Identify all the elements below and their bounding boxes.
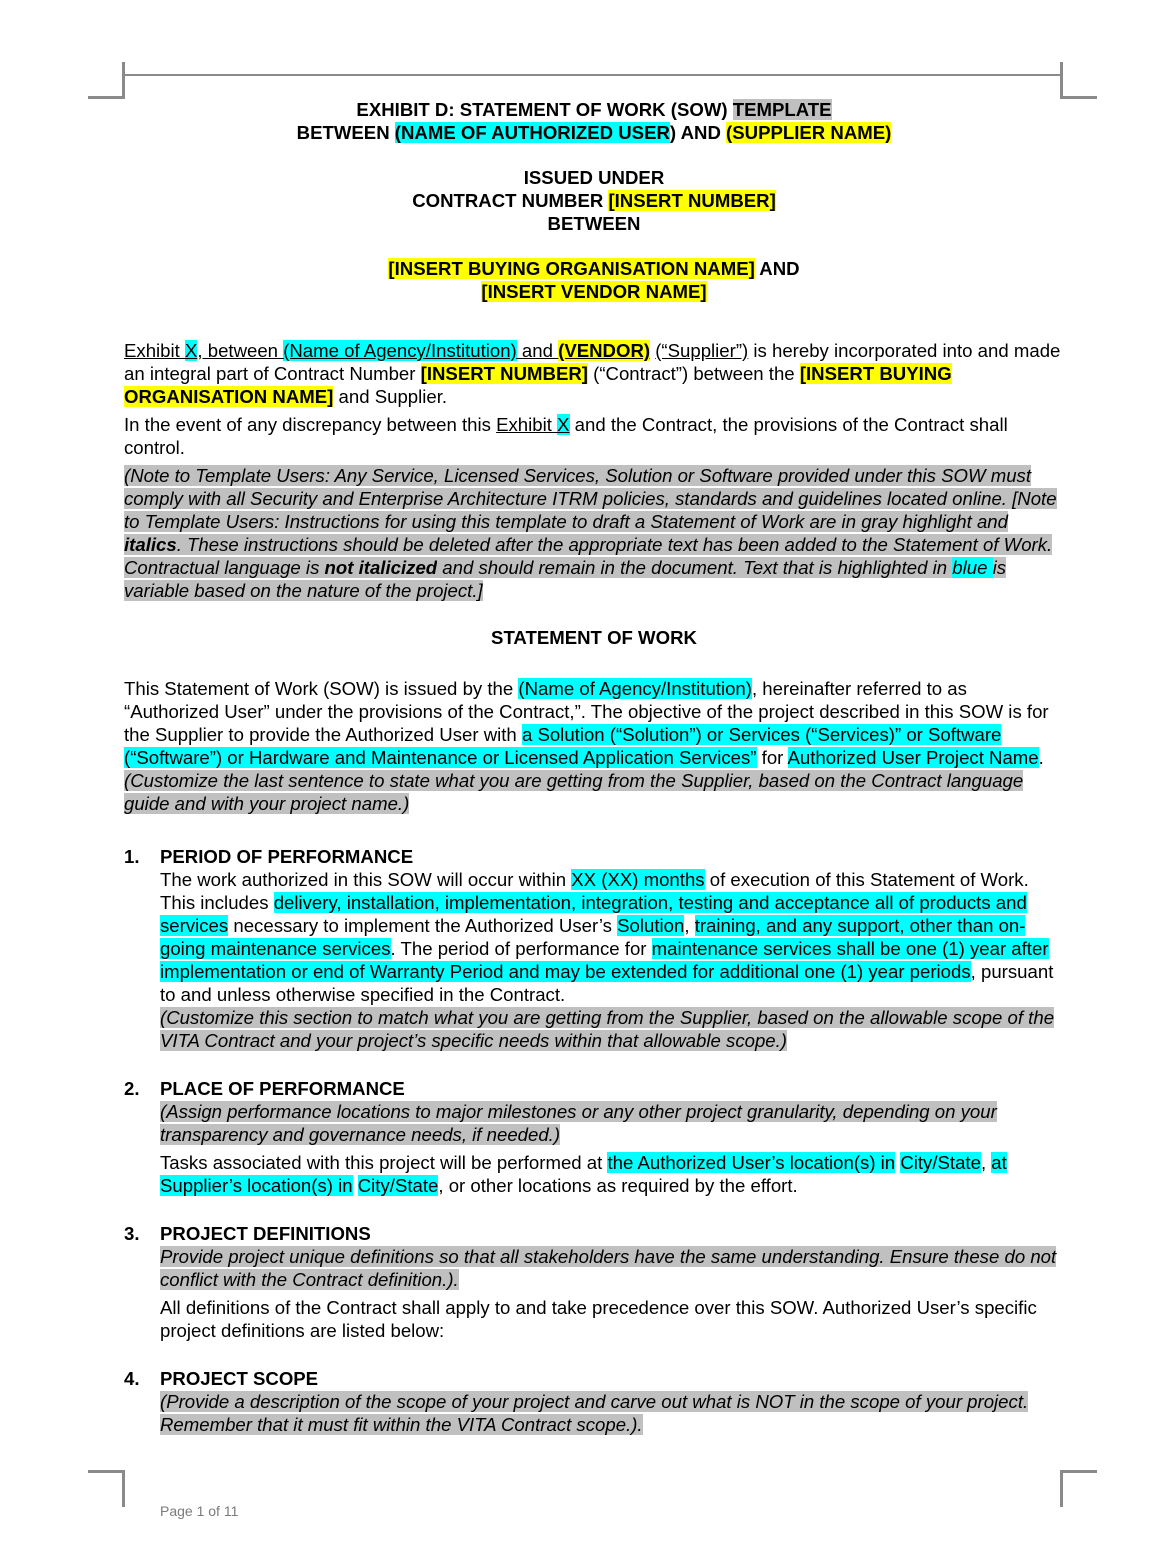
section-note: Provide project unique definitions so that all stakeholders have the same understanding. Ensure these do not conflict with the Contract definition.). (160, 1246, 1057, 1290)
document-title: EXHIBIT D: STATEMENT OF WORK (SOW) TEMPLATE BETWEEN (NAME OF AUTHORIZED USER) AND (SUPPLIER NAME) (296, 99, 892, 143)
intro-paragraph: Exhibit X, between (Name of Agency/Institution) and (VENDOR) (“Supplier”) is hereby incorporated into and made an integral part of Contract Number [INSERT NUMBER] (“Contract”) between the [INSERT BUYING ORGANISATION NAME] and Supplier. (124, 340, 1061, 407)
section-project-scope: 4. PROJECT SCOPE (Provide a description of the scope of your project and carve out what is NOT in the scope of your project. Remember that it must fit within the VITA Contract scope.). (124, 1367, 1064, 1436)
section-title: PERIOD OF PERFORMANCE (160, 846, 414, 867)
page-top-border (122, 74, 1060, 76)
section-project-definitions: 3. PROJECT DEFINITIONS Provide project unique definitions so that all stakeholders have the same understanding. Ensure these do not conflict with the Contract definition.). All definitions of the Contract shall apply to and take precedence over this SOW. Authorized User’s specific project definitions are listed below: (124, 1222, 1064, 1342)
document-page (124, 98, 1064, 1436)
template-note: (Note to Template Users: Any Service, Licensed Services, Solution or Software provided under this SOW must comply with all Security and Enterprise Architecture ITRM policies, standards and guidelines located online. [Note to Template Users: Instructions for using this template to draft a Statement of Work are in gray highlight and italics. These instructions should be deleted after the appropriate text has been added to the Statement of Work. Contractual language is not italicized and should remain in the document. Text that is highlighted in blue is variable based on the nature of the project.] (124, 465, 1057, 601)
section-note: (Provide a description of the scope of your project and carve out what is NOT in the scope of your project. Remember that it must fit within the VITA Contract scope.). (160, 1391, 1029, 1435)
sow-paragraph: This Statement of Work (SOW) is issued by the (Name of Agency/Institution), hereinafter referred to as “Authorized User” under the provisions of the Contract,”. The objective of the project described in this SOW is for the Supplier to provide the Authorized User with a Solution (“Solution”) or Services (“Services)” or Software (“Software”) or Hardware and Maintenance or Licensed Application Services” for Authorized User Project Name. (Customize the last sentence to state what you are getting from the Supplier, based on the Contract language guide and with your project name.) (124, 678, 1049, 814)
crop-mark-bottom-right (1060, 1470, 1097, 1507)
buying-org-placeholder: [INSERT BUYING ORGANISATION NAME] (388, 258, 755, 279)
authorized-user-placeholder: (NAME OF AUTHORIZED USER (394, 122, 670, 143)
section-body: All definitions of the Contract shall apply to and take precedence over this SOW. Authorized User’s specific project definitions are listed below: (160, 1297, 1037, 1341)
section-period-of-performance: 1. PERIOD OF PERFORMANCE The work authorized in this SOW will occur within XX (XX) months of execution of this Statement of Work. This includes delivery, installation, implementation, integration, testing and acceptance all of products and services necessary to implement the Authorized User’s Solution, training, and any support, other than on-going maintenance services. The period of performance for maintenance services shall be one (1) year after implementation or end of Warranty Period and may be extended for additional one (1) year periods, pursuant to and unless otherwise specified in the Contract. (Customize this section to match what you are getting from the Supplier, based on the allowable scope of the VITA Contract and your project’s specific needs within that allowable scope.) (124, 845, 1064, 1052)
discrepancy-paragraph: In the event of any discrepancy between this Exhibit X and the Contract, the provisions of the Contract shall control. (124, 414, 1008, 458)
vendor-name-placeholder: [INSERT VENDOR NAME] (481, 281, 707, 302)
page-number: Page 1 of 11 (160, 1503, 239, 1519)
template-label: TEMPLATE (732, 99, 832, 120)
contract-number-placeholder: [INSERT NUMBER] (608, 190, 776, 211)
section-note: (Assign performance locations to major milestones or any other project granularity, depending on your transparency and governance needs, if needed.) (160, 1101, 997, 1145)
crop-mark-top-right (1060, 62, 1097, 99)
section-place-of-performance: 2. PLACE OF PERFORMANCE (Assign performance locations to major milestones or any other project granularity, depending on your transparency and governance needs, if needed.) Tasks associated with this project will be performed at the Authorized User’s location(s) in City/State, at Supplier’s location(s) in City/State, or other locations as required by the effort. (124, 1077, 1064, 1197)
section-title: PROJECT DEFINITIONS (160, 1223, 371, 1244)
crop-mark-bottom-left (88, 1470, 125, 1507)
section-title: PROJECT SCOPE (160, 1368, 319, 1389)
section-body: Tasks associated with this project will be performed at the Authorized User’s location(s) in City/State, at Supplier’s location(s) in City/State, or other locations as required by the effort. (160, 1152, 1007, 1196)
issued-under-block: ISSUED UNDER CONTRACT NUMBER [INSERT NUMBER] BETWEEN (412, 167, 776, 234)
parties-block: [INSERT BUYING ORGANISATION NAME] AND [INSERT VENDOR NAME] (388, 258, 800, 302)
crop-mark-top-left (88, 62, 125, 99)
sow-heading: STATEMENT OF WORK (491, 627, 697, 648)
section-body: The work authorized in this SOW will occur within XX (XX) months of execution of this Statement of Work. This includes delivery, installation, implementation, integration, testing and acceptance all of products and services necessary to implement the Authorized User’s Solution, training, and any support, other than on-going maintenance services. The period of performance for maintenance services shall be one (1) year after implementation or end of Warranty Period and may be extended for additional one (1) year periods, pursuant to and unless otherwise specified in the Contract. (160, 869, 1054, 1005)
section-note: (Customize this section to match what you are getting from the Supplier, based on the allowable scope of the VITA Contract and your project’s specific needs within that allowable scope.) (160, 1007, 1055, 1051)
supplier-name-placeholder: (SUPPLIER NAME) (726, 122, 892, 143)
section-title: PLACE OF PERFORMANCE (160, 1078, 405, 1099)
